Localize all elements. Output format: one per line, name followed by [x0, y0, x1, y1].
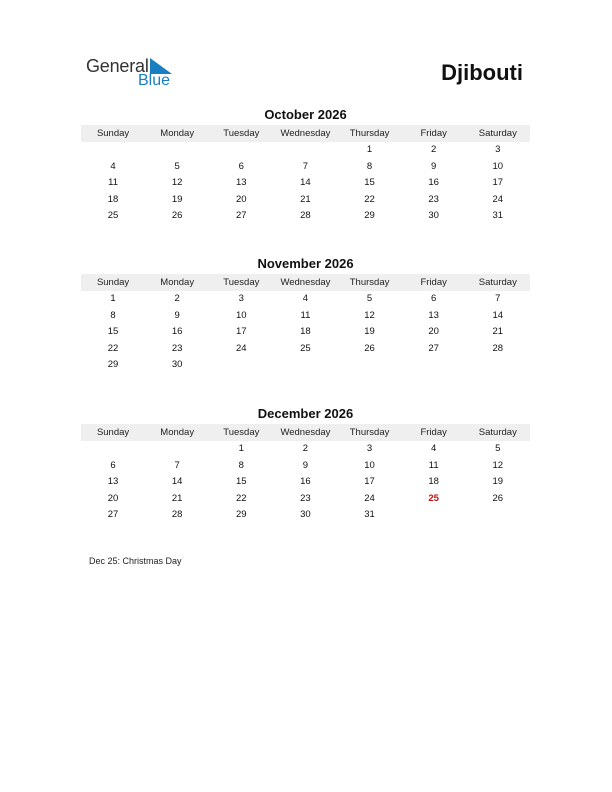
day-cell: 15 [364, 177, 375, 189]
day-cell: 1 [366, 144, 373, 155]
weekday-header: Friday [420, 277, 447, 288]
day-cell: 25 [300, 342, 311, 354]
day-cell: 14 [171, 476, 183, 488]
week-row [81, 357, 530, 374]
day-cell: 27 [428, 342, 439, 354]
country-title: Djibouti [441, 60, 523, 85]
day-cell: 6 [238, 160, 244, 172]
day-cell: 26 [171, 210, 183, 222]
day-cell [81, 441, 145, 458]
day-cell: 23 [428, 193, 439, 205]
day-cell: 24 [236, 342, 247, 354]
day-cell: 17 [236, 326, 247, 338]
weekday-header: Thursday [349, 277, 390, 288]
day-cell: 16 [428, 177, 439, 189]
week-row [81, 507, 530, 524]
day-cell: 28 [300, 210, 311, 222]
day-cell: 23 [171, 342, 183, 354]
holiday-note: Dec 25: Christmas Day [89, 556, 182, 566]
day-cell: 24 [364, 492, 375, 504]
day-cell: 25 [428, 492, 439, 504]
day-cell: 7 [302, 160, 309, 172]
day-cell [273, 142, 337, 159]
day-cell: 6 [110, 459, 116, 471]
weekday-header: Tuesday [223, 277, 260, 288]
day-cell: 29 [364, 210, 375, 222]
day-cell: 29 [107, 359, 119, 371]
day-cell: 22 [364, 193, 375, 205]
day-cell: 13 [428, 309, 439, 321]
day-cell: 11 [300, 309, 311, 321]
day-cell: 8 [366, 160, 373, 172]
week-row [81, 474, 530, 491]
day-cell: 6 [431, 293, 437, 304]
weekday-header: Tuesday [223, 128, 260, 139]
week-row [81, 341, 530, 358]
day-cell: 18 [300, 326, 311, 338]
day-cell [145, 142, 209, 159]
day-cell: 20 [428, 326, 439, 338]
day-cell: 16 [300, 476, 311, 488]
day-cell: 18 [107, 193, 119, 205]
day-cell: 5 [174, 160, 180, 172]
day-cell: 1 [238, 443, 244, 454]
day-cell: 5 [495, 443, 501, 454]
day-cell: 7 [495, 293, 501, 304]
day-cell: 12 [171, 177, 183, 189]
day-cell: 7 [174, 459, 180, 471]
weekday-header: Sunday [96, 128, 130, 139]
day-cell: 8 [238, 459, 244, 471]
logo-general-text: General [86, 56, 149, 76]
day-cell: 10 [236, 309, 247, 321]
day-cell [209, 142, 273, 159]
day-cell: 4 [110, 160, 116, 172]
day-cell: 25 [107, 210, 119, 222]
day-cell [466, 357, 530, 374]
weekday-header: Tuesday [223, 427, 260, 438]
week-row [81, 441, 530, 458]
day-cell: 8 [110, 309, 116, 321]
day-cell: 9 [431, 160, 437, 172]
day-cell: 11 [108, 177, 118, 189]
day-cell: 24 [492, 193, 504, 205]
day-cell: 17 [492, 177, 504, 189]
weekday-header: Wednesday [280, 128, 331, 139]
day-cell: 13 [236, 177, 247, 189]
day-cell: 28 [171, 509, 183, 521]
week-row [81, 192, 530, 209]
day-cell: 5 [366, 293, 373, 304]
day-cell: 15 [236, 476, 247, 488]
weekday-header: Wednesday [280, 427, 331, 438]
logo-blue-text: Blue [138, 72, 171, 89]
day-cell [338, 357, 402, 374]
day-cell: 2 [302, 443, 309, 454]
week-row [81, 491, 530, 508]
day-cell: 20 [236, 193, 247, 205]
day-cell: 13 [107, 476, 119, 488]
day-cell: 14 [492, 309, 504, 321]
month-november [81, 255, 530, 374]
day-cell [402, 507, 466, 524]
day-cell: 28 [492, 342, 504, 354]
day-cell [466, 507, 530, 524]
day-cell: 22 [236, 492, 247, 504]
day-cell: 11 [428, 459, 439, 471]
day-cell: 4 [302, 293, 309, 304]
week-row [81, 324, 530, 341]
month-december [81, 405, 530, 524]
day-cell: 27 [107, 509, 119, 521]
day-cell: 27 [236, 210, 247, 222]
day-cell: 30 [428, 210, 439, 222]
week-row [81, 308, 530, 325]
day-cell: 26 [492, 492, 504, 504]
weekday-header: Thursday [349, 427, 390, 438]
day-cell: 2 [431, 144, 437, 155]
day-cell: 18 [428, 476, 439, 488]
day-cell: 21 [171, 492, 183, 504]
day-cell: 9 [174, 309, 180, 321]
weekday-header: Wednesday [280, 277, 331, 288]
weekday-header: Saturday [478, 128, 517, 139]
day-cell: 20 [107, 492, 119, 504]
day-cell [209, 357, 273, 374]
weekday-header: Thursday [349, 128, 390, 139]
weekday-header: Monday [160, 128, 195, 139]
day-cell: 19 [171, 193, 183, 205]
day-cell: 31 [364, 509, 375, 521]
weekday-header-row [81, 274, 530, 291]
day-cell: 12 [364, 309, 375, 321]
weekday-header: Sunday [96, 427, 130, 438]
logo [86, 56, 186, 96]
day-cell [145, 441, 209, 458]
weekday-header: Saturday [478, 427, 517, 438]
day-cell: 10 [364, 459, 375, 471]
month-title: October 2026 [264, 107, 347, 122]
weekday-header: Friday [420, 427, 447, 438]
weekday-header: Monday [160, 427, 195, 438]
month-title: December 2026 [257, 406, 354, 421]
day-cell: 3 [238, 293, 244, 304]
week-row [81, 142, 530, 159]
day-cell: 19 [364, 326, 375, 338]
day-cell: 9 [302, 459, 309, 471]
day-cell: 19 [492, 476, 504, 488]
day-cell: 10 [492, 160, 504, 172]
day-cell [273, 357, 337, 374]
weekday-header: Friday [420, 128, 447, 139]
weekday-header-row [81, 424, 530, 441]
day-cell: 23 [300, 492, 311, 504]
day-cell: 26 [364, 342, 375, 354]
day-cell: 30 [300, 509, 311, 521]
day-cell: 1 [110, 293, 116, 304]
month-title: November 2026 [257, 256, 354, 271]
day-cell: 16 [171, 326, 183, 338]
week-row [81, 175, 530, 192]
day-cell: 17 [364, 476, 375, 488]
weekday-header: Sunday [96, 277, 130, 288]
week-row [81, 291, 530, 308]
week-row [81, 159, 530, 176]
day-cell: 14 [300, 177, 311, 189]
week-row [81, 458, 530, 475]
day-cell: 30 [171, 359, 183, 371]
day-cell: 12 [492, 459, 504, 471]
weekday-header: Monday [160, 277, 195, 288]
holiday-notes [89, 556, 182, 566]
day-cell: 29 [236, 509, 247, 521]
day-cell: 3 [366, 443, 373, 454]
week-row [81, 208, 530, 225]
day-cell: 21 [492, 326, 504, 338]
day-cell: 4 [431, 443, 437, 454]
day-cell: 3 [495, 144, 501, 155]
day-cell: 31 [492, 210, 504, 222]
weekday-header: Saturday [478, 277, 517, 288]
day-cell: 15 [107, 326, 119, 338]
day-cell: 22 [107, 342, 119, 354]
day-cell [402, 357, 466, 374]
day-cell: 21 [300, 193, 311, 205]
day-cell: 2 [174, 293, 180, 304]
month-october [81, 106, 530, 225]
weekday-header-row [81, 125, 530, 142]
day-cell [81, 142, 145, 159]
